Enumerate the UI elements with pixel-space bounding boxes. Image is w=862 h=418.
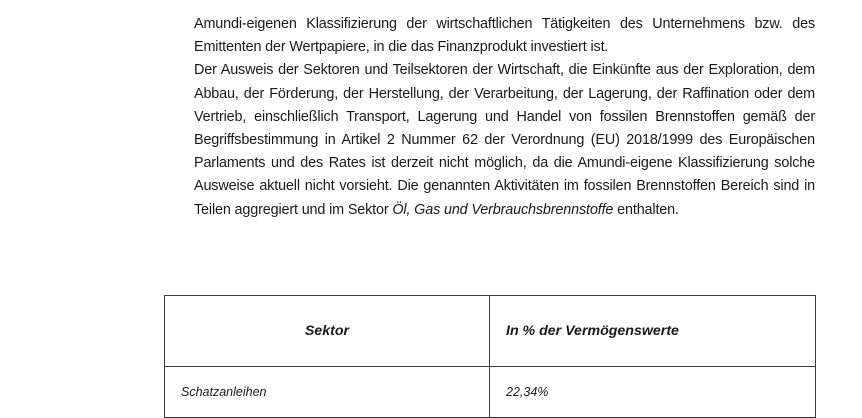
column-header-sector: Sektor: [165, 296, 490, 367]
paragraph-fossil-fuels-main: Der Ausweis der Sektoren und Teilsektoren der Wirtschaft, die Einkünfte aus der Exploration, dem Abbau, der Förderung, der Herstellung, der Verarbeitung, der Lagerung, der Raffination oder dem Vertrieb, einschließlich Transport, Lagerung und Handel von fossilen Brennstoffen gemäß der Begriffsbestimmung in Artikel 2 Nummer 62 der Verordnung (EU) 2018/1999 des Europäischen Parlaments und des Rates ist derzeit nicht möglich, da die Amundi-eigene Klassifizierung solche Ausweise aktuell nicht vorsieht. Die genannten Aktivitäten im fossilen Brennstoffen Bereich sind in Teilen aggregiert und im Sektor: [194, 62, 815, 218]
paragraph-fossil-fuels-end: enthalten.: [613, 201, 679, 218]
sector-table: [164, 295, 816, 418]
cell-sector: Schatzanleihen: [165, 367, 490, 418]
table-row: [165, 367, 816, 418]
table-header-row: [165, 296, 816, 367]
paragraph-classification: Amundi-eigenen Klassifizierung der wirtschaftlichen Tätigkeiten des Unternehmens bzw. des Emittenten der Wertpapiere, in die das Finanzprodukt investiert ist.: [194, 16, 815, 56]
body-text: [194, 13, 815, 222]
sector-name-italic: Öl, Gas und Verbrauchsbrennstoffe: [392, 201, 614, 218]
paragraph-fossil-fuels: [194, 59, 815, 221]
cell-percent: 22,34%: [490, 367, 816, 418]
column-header-percent: In % der Vermögenswerte: [490, 296, 816, 367]
